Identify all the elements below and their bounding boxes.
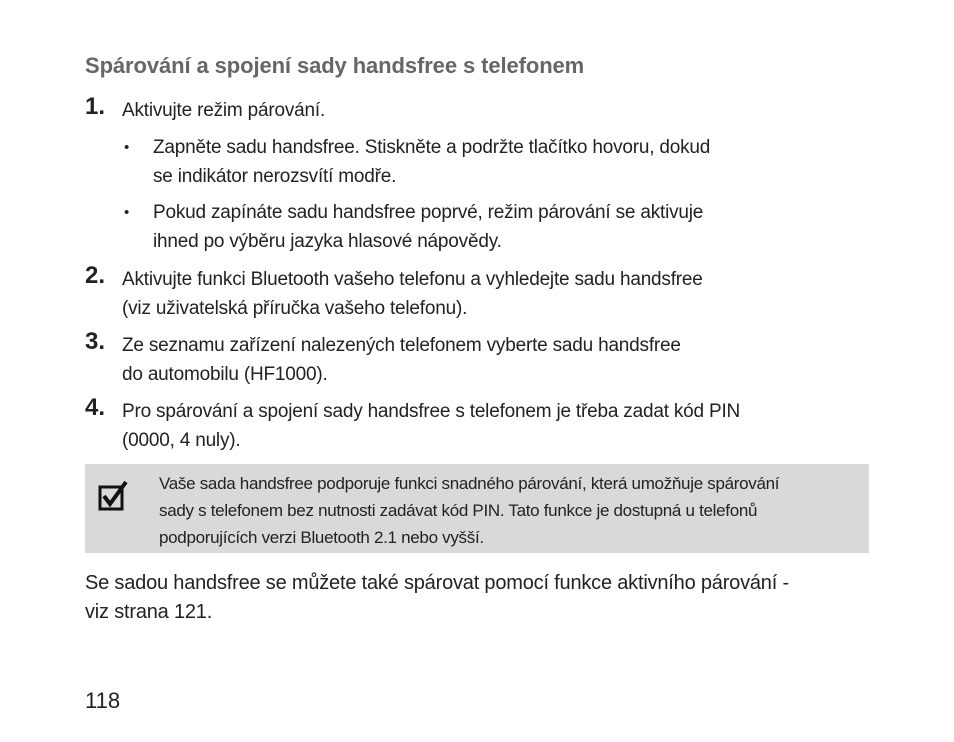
step-1 xyxy=(85,93,825,125)
bullet-line: Zapněte sadu handsfree. Stiskněte a podržte tlačítko hovoru, dokud xyxy=(153,137,711,158)
bullet-line: ihned po výběru jazyka hlasové nápovědy. xyxy=(153,231,502,252)
step-text xyxy=(122,397,825,455)
step-2 xyxy=(85,262,825,323)
step-line: Aktivujte funkci Bluetooth vašeho telefonu a vyhledejte sadu handsfree xyxy=(122,269,703,290)
step-text xyxy=(122,265,825,323)
step-text xyxy=(122,331,825,389)
note-box xyxy=(85,464,869,553)
closing-line: viz strana 121. xyxy=(85,601,213,623)
step-4 xyxy=(85,394,825,455)
page-number: 118 xyxy=(85,688,121,713)
bullet-line: se indikátor nerozsvítí modře. xyxy=(153,166,397,187)
note-line: sady s telefonem bez nutnosti zadávat kód PIN. Tato funkce je dostupná u telefonů xyxy=(159,501,758,520)
section-heading: Spárování a spojení sady handsfree s telefonem xyxy=(85,53,585,78)
step-number: 1. xyxy=(85,93,106,120)
step-line: (viz uživatelská příručka vašeho telefonu). xyxy=(122,298,468,319)
step-number: 3. xyxy=(85,328,106,355)
step-number: 4. xyxy=(85,394,106,421)
step-number: 2. xyxy=(85,262,106,289)
step-line: do automobilu (HF1000). xyxy=(122,364,328,385)
bullet-line: Pokud zapínáte sadu handsfree poprvé, režim párování se aktivuje xyxy=(153,202,704,223)
bullet-item xyxy=(124,133,804,191)
note-line: Vaše sada handsfree podporuje funkci snadného párování, která umožňuje spárování xyxy=(159,474,780,493)
closing-line: Se sadou handsfree se můžete také spárovat pomocí funkce aktivního párování - xyxy=(85,572,789,594)
step-line: Ze seznamu zařízení nalezených telefonem vyberte sadu handsfree xyxy=(122,335,681,356)
step-line: (0000, 4 nuly). xyxy=(122,430,241,451)
bullet-item xyxy=(124,198,804,256)
step-line: Pro spárování a spojení sady handsfree s telefonem je třeba zadat kód PIN xyxy=(122,401,741,422)
bullet-text xyxy=(153,133,804,191)
note-line: podporujících verzi Bluetooth 2.1 nebo vyšší. xyxy=(159,528,484,547)
bullet-icon: • xyxy=(124,139,130,156)
bullet-text xyxy=(153,198,804,256)
note-text xyxy=(159,470,859,551)
closing-paragraph xyxy=(85,569,885,627)
step-text xyxy=(122,96,825,125)
step-3 xyxy=(85,328,825,389)
step-line: Aktivujte režim párování. xyxy=(122,100,326,121)
checkbox-check-icon xyxy=(97,480,129,512)
bullet-icon: • xyxy=(124,204,130,221)
